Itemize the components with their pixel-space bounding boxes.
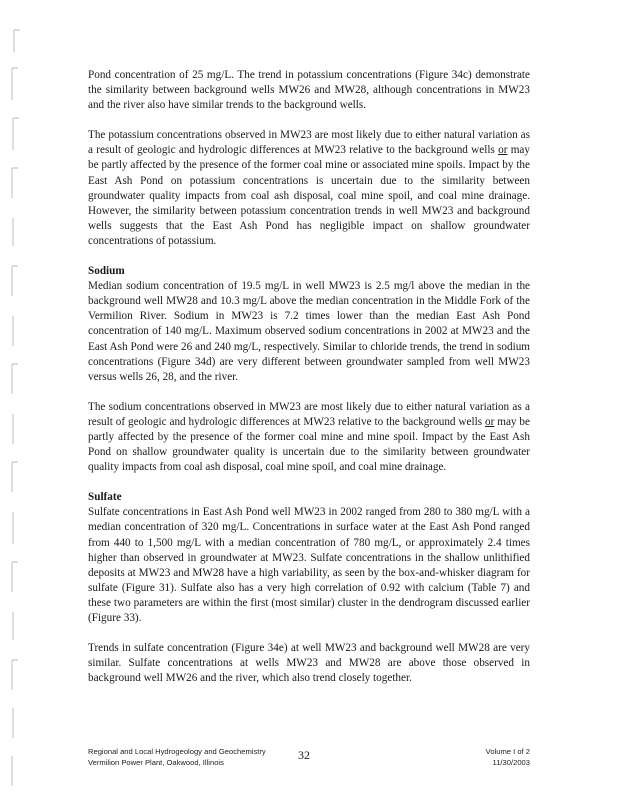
paragraph-sulfate-trend: Trends in sulfate concentration (Figure 34e) at well MW23 and background well MW28 are very similar. Sulfate concentrations at wells MW23 and MW28 are above those observed in background well MW26 and the river, which also trend closely together. [88,642,530,685]
underlined-or: or [484,415,495,428]
document-body [88,68,530,701]
page-number: 32 [298,748,310,762]
paragraph-potassium-trend: Pond concentration of 25 mg/L. The trend in potassium concentrations (Figure 34c) demonstrate the similarity between background wells MW26 and MW28, although concentrations in MW23 and the river also have similar trends to the background wells. [88,69,530,112]
text-run: may be partly affected by the presence of the former coal mine or associated mine spoils. Impact by the East Ash Pond on potassium concentrations is uncertain due to the similarity between groundwater quality impacts from coal ash disposal, coal mine spoil, and coal mine drainage. However, the similarity between potassium concentration trends in well MW23 and background wells suggests that the East Ash Pond has negligible impact on shallow groundwater concentrations of potassium. [88,144,530,247]
underlined-or: or [498,144,508,157]
heading-sulfate: Sulfate [88,491,122,504]
footer-volume: Volume I of 2 [485,747,530,756]
page-footer [88,746,530,776]
scan-binding-marks [0,0,40,800]
paragraph-sulfate-concentration: Sulfate concentrations in East Ash Pond well MW23 in 2002 ranged from 280 to 380 mg/L with a median concentration of 320 mg/L. Concentrations in surface water at the East Ash Pond ranged from 440 to 1,500 mg/L with a median concentration of 780 mg/L, or approximately 2.4 times higher than observed in groundwater at MW23. Sulfate concentrations in the shallow unlithified deposits at MW23 and MW28 have a high variability, as seen by the box-and-whisker diagram for sulfate (Figure 31). Sulfate also has a very high correlation of 0.92 with calcium (Table 7) and these two parameters are within the first (most similar) cluster in the dendrogram discussed earlier (Figure 33). [88,506,530,624]
footer-left [88,746,266,768]
paragraph-potassium-impact [88,128,530,249]
text-run: may be partly affected by the presence of the former coal mine and mine spoil. Impact by the East Ash Pond on shallow groundwater quality is uncertain due to the similarity between groundwater quality impacts from coal ash disposal, coal mine spoil, and coal mine drainage. [88,415,530,474]
footer-right [486,746,530,768]
paragraph-sodium-impact [88,400,530,475]
footer-report-title: Regional and Local Hydrogeology and Geochemistry [88,747,266,756]
footer-plant-location: Vermilion Power Plant, Oakwood, Illinois [88,758,224,767]
text-run: The potassium concentrations observed in MW23 are most likely due to either natural variation as a result of geologic and hydrologic differences at MW23 relative to the background wells [88,129,530,157]
heading-sodium: Sodium [88,265,125,278]
footer-date: 11/30/2003 [492,758,530,767]
paragraph-sodium-concentration: Median sodium concentration of 19.5 mg/L in well MW23 is 2.5 mg/l above the median in the background well MW28 and 10.3 mg/L above the median concentration in the Middle Fork of the Vermilion River. Sodium in MW23 is 7.2 times lower than the median East Ash Pond concentration of 140 mg/L. Maximum observed sodium concentrations in 2002 at MW23 and the East Ash Pond were 26 and 240 mg/L, respectively. Similar to chloride trends, the trend in sodium concentrations (Figure 34d) are very different between groundwater sampled from well MW23 versus wells 26, 28, and the river. [88,280,530,383]
text-run: The sodium concentrations observed in MW23 are most likely due to either natural variation as a result of geologic and hydrologic differences at MW23 relative to the background wells [88,400,530,428]
